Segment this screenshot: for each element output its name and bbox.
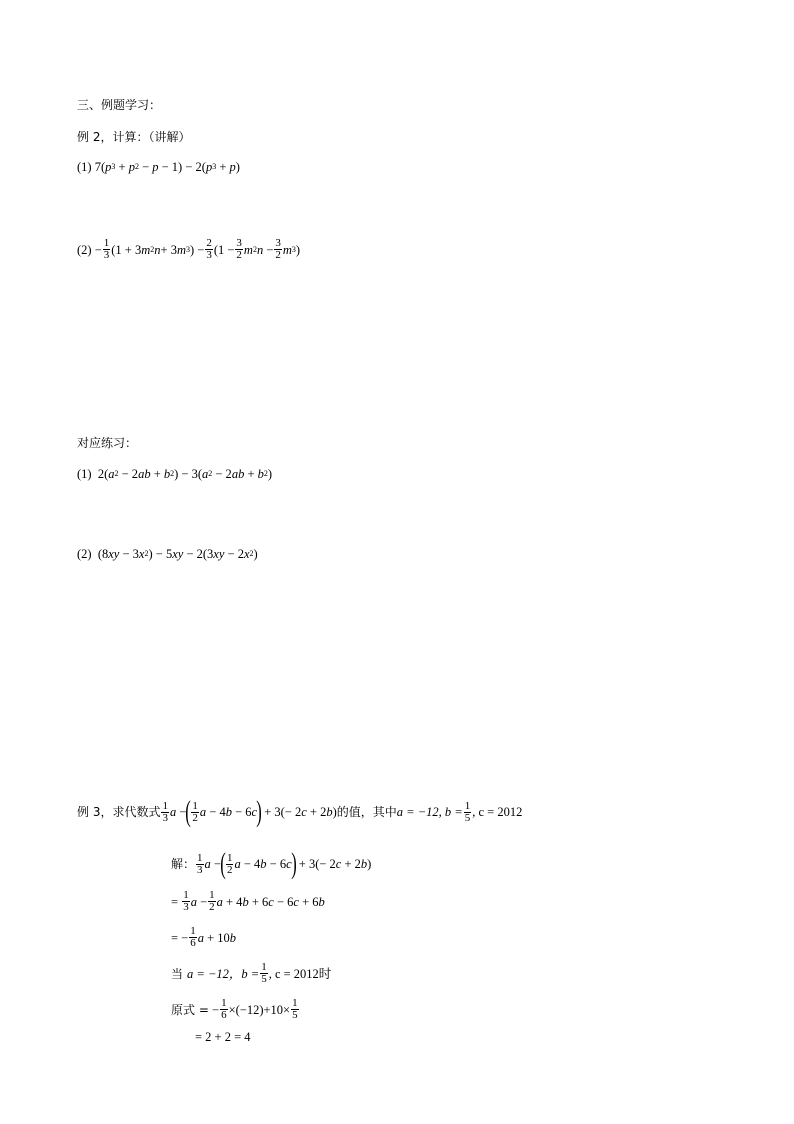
solution-orig-label: 原式 = [171,1002,209,1017]
fraction: $\frac{1}{5}$ [464,799,471,824]
solution-when-a: a = −12，b = [187,966,260,981]
problem-label: (2) [77,242,92,257]
solution-line-1: 解： $\frac{1}{3}$ a − ( $\frac{1}{2}$ a − 4 b − 6 c ) + 3(− 2 c + 2 b ) [171,847,372,880]
problem-label: (1) [77,160,92,174]
example2-problem-1: (1) 7( p 3 + p 2 − p − 1) − 2( p 3 + p ) [77,160,240,174]
solution-when-prefix: 当 [171,966,184,981]
fraction: $\frac{1}{6}$ [190,925,196,949]
fraction: $\frac{1}{5}$ [292,997,298,1021]
fraction: $\frac{1}{3}$ [197,851,203,876]
section-title: 三、例题学习： [77,98,162,112]
example3-prefix: 例 3，求代数式 [77,805,161,819]
solution-line-4 [171,962,331,985]
solution-when-c: , c = 2012时 [268,966,332,981]
example3-condition-c: , c = 2012 [472,805,523,819]
fraction: $\frac{3}{2}$ [236,237,242,261]
example3-statement: 例 3，求代数式 $\frac{1}{3}$ a − ( $\frac{1}{2}$ a − 4 b − 6 c ) + 3(− 2 c + 2 b ) 的值，其中 a = −12, b = $\frac{1}{5}$ , c = 2012 [77,795,523,828]
practice-problem-1: (1) 2( a 2 − 2 ab + b 2 ) − 3( a 2 − 2 ab + b 2 ) [77,467,273,481]
fraction: $\frac{1}{3}$ [183,889,189,913]
solution-line-5: 原式 = − $\frac{1}{6}$ ×(−12)+10× $\frac{1}{5}$ [171,997,298,1021]
practice-title: 对应练习： [77,436,138,450]
example2-title: 例 2，计算：（讲解） [77,130,191,144]
fraction: $\frac{2}{3}$ [206,237,212,261]
solution-line-2: = $\frac{1}{3}$ a − $\frac{1}{2}$ a + 4 b + 6 c − 6 c + 6 b [171,889,325,913]
solution-label: 解： [171,857,196,871]
example3-middle: 的值，其中 [336,805,397,819]
example2-problem-2: (2) − $\frac{1}{3}$ (1 + 3 m 2 n + 3 m 3 ) − $\frac{2}{3}$ (1 − $\frac{3}{2}$ m 2 n − $\frac{3}{2}$ m 3 ) [77,237,301,261]
practice-problem-2: (2) (8 xy − 3 x 2 ) − 5 xy − 2(3 xy − 2 x 2 ) [77,547,258,561]
fraction: $\frac{3}{2}$ [275,237,281,261]
fraction: $\frac{1}{3}$ [103,237,110,261]
problem-label: (2) [77,547,92,561]
fraction: $\frac{1}{2}$ [226,851,233,876]
solution-final: = 2 + 2 = 4 [195,1030,251,1044]
fraction: $\frac{1}{2}$ [209,889,215,913]
solution-line-3: = − $\frac{1}{6}$ a + 10 b [171,925,237,949]
fraction: $\frac{1}{2}$ [192,799,198,824]
fraction: $\frac{1}{6}$ [221,997,227,1021]
problem-label: (1) [77,467,92,481]
example3-condition: a = −12, b = [396,805,463,819]
fraction: $\frac{1}{3}$ [162,799,168,824]
fraction: $\frac{1}{5}$ [261,961,267,985]
